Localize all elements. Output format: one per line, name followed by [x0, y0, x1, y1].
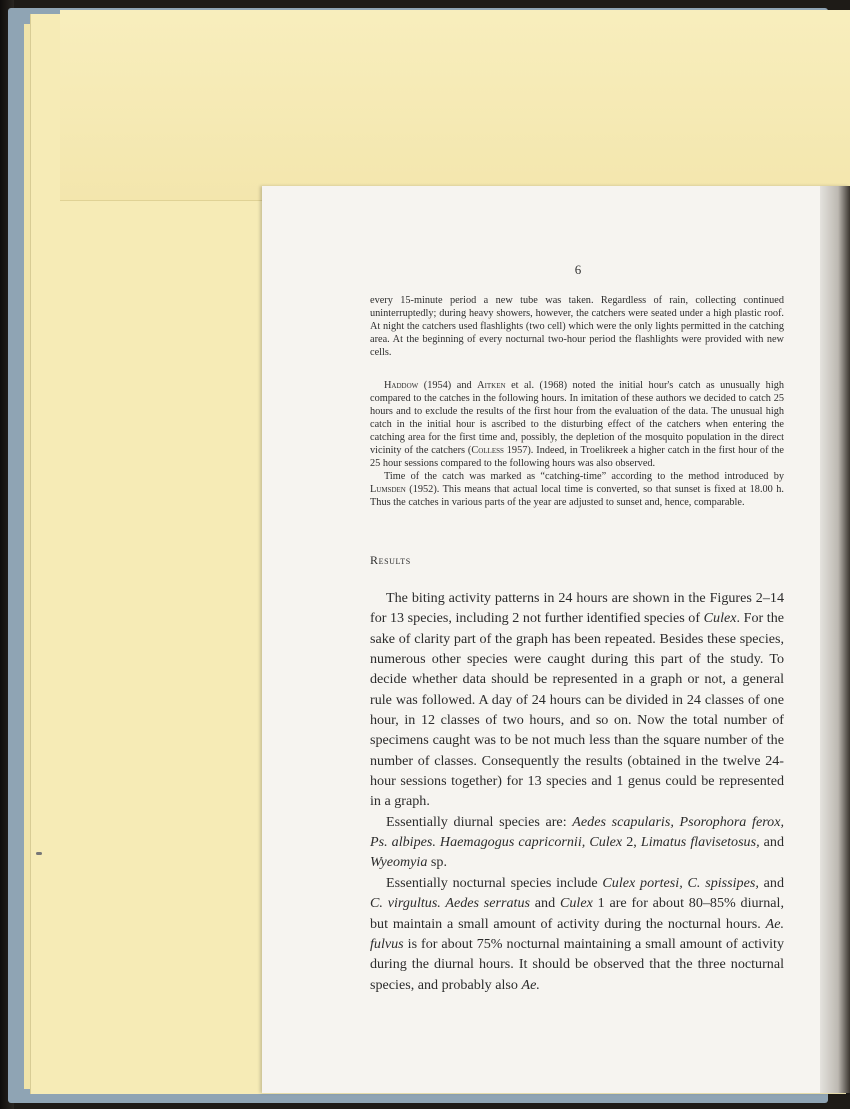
methods-paragraphs — [370, 380, 784, 510]
page-edge-shadow — [820, 186, 850, 1093]
results-paragraph-3: Essentially nocturnal species include Culex portesi, C. spissipes, and C. virgultus. Aedes serratus and Culex 1 are for about 80–85% diurnal, but maintain a small amount of activity during the nocturnal hours. Ae. fulvus is for about 75% nocturnal maintaining a small amount of activity during the diurnal hours. It should be observed that the three nocturnal species, and probably also Ae. — [370, 874, 784, 993]
paragraph-catching-time: Time of the catch was marked as “catching-time” according to the method introduced by Lumsden (1952). This means that actual local time is converted, so that sunset is fixed at 18.00 h. Thus the catches in various parts of the year are adjusted to sunset and, hence, comparable. — [370, 470, 784, 508]
author-name: Colless — [471, 444, 504, 456]
results-heading: Results — [370, 553, 411, 567]
author-name: Aitken — [477, 380, 506, 391]
results-paragraph-2: Essentially diurnal species are: Aedes scapularis, Psorophora ferox, Ps. albipes. Haemagogus capricornii, Culex 2, Limatus flavisetosus, and Wyeomyia sp. — [370, 813, 785, 871]
paragraph-haddow: Haddow (1954) and Aitken et al. (1968) noted the initial hour's catch as unusually high compared to the catches in the following hours. In imitation of these authors we decided to catch 25 hours and to exclude the results of the first hour from the evaluation of the data. The unusual high catch in the initial hour is ascribed to the disturbing effect of the catchers when entering the catching area for the first time and, possibly, the depletion of the mosquito population in the direct vicinity of the catchers (Colless 1957). Indeed, in Troelikreek a higher catch in the first hour of the 25 hour sessions compared to the following hours was also observed. — [370, 380, 784, 469]
results-body — [370, 588, 784, 995]
results-paragraph-1: The biting activity patterns in 24 hours are shown in the Figures 2–14 for 13 species, including 2 not further identified species of Culex. For the sake of clarity part of the graph has been repeated. Besides these species, numerous other species were caught during this part of the study. To decide whether data should be represented in a graph or not, a general rule was followed. A day of 24 hours can be divided in 24 classes of one hour, in 12 classes of two hours, and so on. Now the total number of specimens caught was to be not much less than the square number of the number of classes. Consequently the results (obtained in the twelve 24-hour sessions together) for 13 species and 1 genus could be represented in a graph. — [370, 590, 784, 810]
author-name: Haddow — [384, 380, 419, 391]
author-name: Lumsden — [370, 483, 406, 495]
page-number: 6 — [574, 262, 582, 277]
flap-top-fold — [60, 10, 850, 201]
intro-paragraph: every 15-minute period a new tube was taken. Regardless of rain, collecting continued uninterruptedly; during heavy showers, however, the catchers were seated under a high plastic roof. At night the catchers used flashlights (two cell) which were the only lights permitted in the catching area. At the beginning of every nocturnal two-hour period the flashlights were provided with new cells. — [370, 295, 784, 358]
paper-mark — [36, 852, 42, 855]
